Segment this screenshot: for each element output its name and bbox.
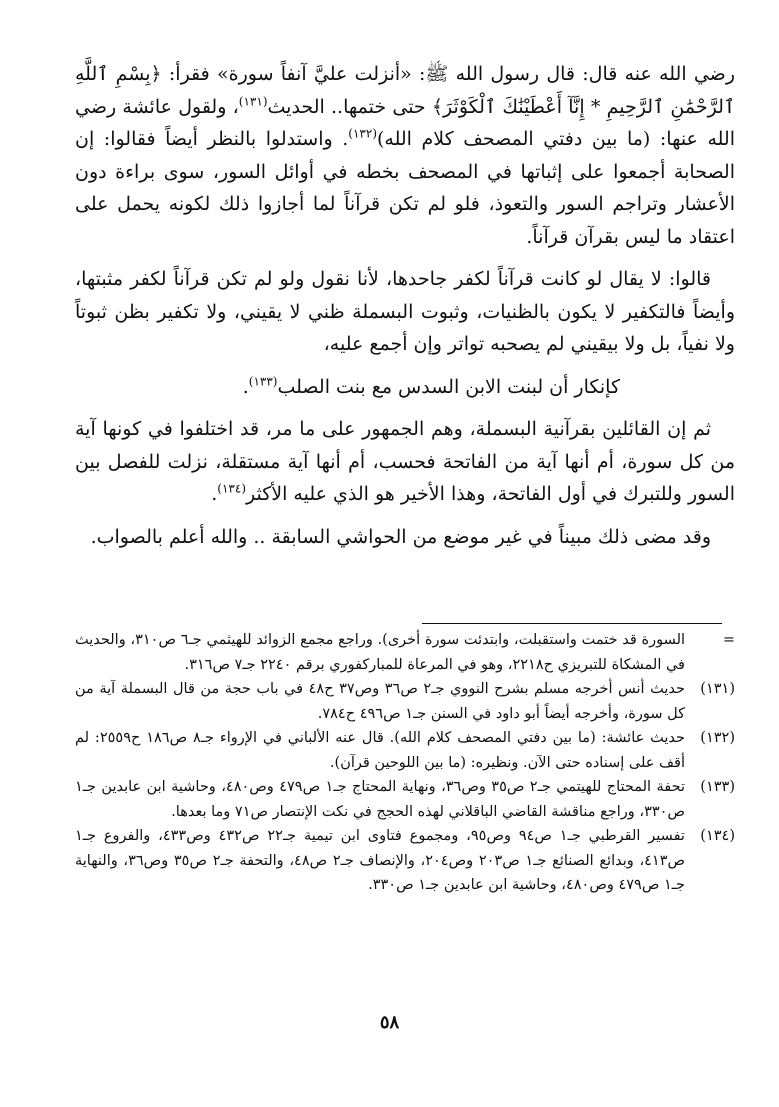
- page-number: ٥٨: [379, 1012, 400, 1033]
- footnote-132-text: حديث عائشة: (ما بين دفتي المصحف كلام الله). قال عنه الألباني في الإرواء جـ٨ ص١٨٦ ح٢٥٥٩: لم أقف على إسناده حتى الآن. ونظيره: (ما بين اللوحين قرآن).: [75, 730, 686, 771]
- paragraph-1: [75, 58, 735, 253]
- footnote-131-number: (١٣١): [700, 681, 735, 697]
- footnote-ref-132: (١٣٢): [348, 126, 377, 141]
- footnotes-section: [75, 628, 735, 898]
- paragraph-1-text-b: ، ولقول عائشة رضي الله عنها: (ما بين دفتي المصحف كلام الله): [75, 95, 735, 150]
- paragraph-2: [75, 263, 735, 361]
- footnote-separator: [422, 623, 722, 624]
- paragraph-4-end: .: [211, 483, 218, 505]
- paragraph-5: [75, 521, 735, 554]
- footnote-continuation-mark: =: [722, 632, 735, 648]
- footnote-continuation-text: السورة قد ختمت واستقبلت، وابتدئت سورة أخرى). وراجع مجمع الزوائد للهيثمي جـ٦ ص٣١٠، والحديث في المشكاة للتبريزي ح٢٢١٨، وهو في المرعاة للمباركفوري برقم ٢٢٤٠ جـ٧ ص٣١٦.: [75, 632, 686, 673]
- footnote-132-number: (١٣٢): [700, 730, 735, 746]
- paragraph-4: [75, 413, 735, 511]
- footnote-133-number: (١٣٣): [700, 779, 735, 795]
- footnote-134: [75, 824, 735, 898]
- paragraph-5-text: وقد مضى ذلك مبيناً في غير موضع من الحواشي السابقة .. والله أعلم بالصواب.: [90, 525, 711, 548]
- paragraph-3-text: كإنكار أن لبنت الابن السدس مع بنت الصلب: [277, 375, 620, 398]
- footnote-133-text: تحفة المحتاج للهيتمي جـ٢ ص٣٥ وص٣٦، ونهاية المحتاج جـ١ ص٤٧٩ وص٤٨٠، وحاشية ابن عابدين جـ١ ص٣٣٠، وراجع مناقشة القاضي الباقلاني لهذه الحجج في نكت الإنتصار ص٧١ وما بعدها.: [75, 779, 685, 820]
- paragraph-4-text: ثم إن القائلين بقرآنية البسملة، وهم الجمهور على ما مر، قد اختلفوا في كونها آية من كل سورة، أم أنها آية من الفاتحة فحسب، أم أنها آية مستقلة، نزلت للفصل بين السور وللتبرك في أول الفاتحة، وهذا الأخير هو الذي عليه الأكثر: [75, 418, 735, 505]
- paragraph-3-end: .: [242, 375, 249, 398]
- footnote-132: [75, 726, 735, 775]
- footnote-131-text: حديث أنس أخرجه مسلم بشرح النووي جـ٢ ص٣٦ وص٣٧ ح٤٨ في باب حجة من قال البسملة آية من كل سورة، وأخرجه أيضاً أبو داود في السنن جـ١ ص٤٩٦ ح٧٨٤.: [75, 681, 685, 722]
- footnote-ref-134: (١٣٤): [217, 481, 247, 496]
- paragraph-2-text: قالوا: لا يقال لو كانت قرآناً لكفر جاحدها، لأنا نقول ولو لم تكن قرآناً لكفر مثبتها، وأيضاً فالتكفير لا يكون بالظنيات، وثبوت البسملة ظني لا يقيني، ولا تكفير بظن ثبوتاً ولا نفياً، بل ولا بيقيني لم يصحبه تواتر وإن أجمع عليه،: [75, 268, 735, 355]
- paragraph-3: [75, 371, 620, 404]
- paragraph-1-text-c: . واستدلوا بالنظر أيضاً فقالوا: إن الصحابة أجمعوا على إثباتها في المصحف بخطه في أوائل السور، سوى براءة دون الأعشار وتراجم السور والتعوذ، فلو لم تكن قرآناً لما أجازوا ذلك لكونه يحمل على اعتقاد ما ليس بقرآن قرآناً.: [75, 128, 735, 248]
- footnote-134-text: تفسير القرطبي جـ١ ص٩٤ وص٩٥، ومجموع فتاوى ابن تيمية جـ٢٢ ص٤٣٢ وص٤٣٣، والفروع جـ١ ص٤١٣، وبدائع الصنائع جـ١ ص٢٠٣ وص٢٠٤، والإنصاف جـ٢ ص٤٨، والتحفة جـ٢ ص٣٥ وص٣٦، والنهاية جـ١ ص٤٧٩ وص٤٨٠، وحاشية ابن عابدين جـ١ ص٣٣٠.: [75, 828, 686, 893]
- footnote-134-number: (١٣٤): [700, 828, 735, 844]
- footnote-133: [75, 775, 735, 824]
- footnote-131: [75, 677, 735, 726]
- footnote-ref-133: (١٣٣): [248, 374, 278, 389]
- footnote-ref-131: (١٣١): [238, 94, 268, 109]
- main-text: [75, 58, 735, 563]
- paragraph-1-text: رضي الله عنه قال: قال رسول الله ﷺ: «أنزلت عليَّ آنفاً سورة» فقرأ: ﴿بِسْمِ ٱللَّهِ ٱلرَّحْمَٰنِ ٱلرَّحِيمِ * إِنَّآ أَعْطَيْنَٰكَ ٱلْكَوْثَرَ﴾ حتى ختمها.. الحديث: [75, 63, 735, 118]
- footnote-continuation: [75, 628, 735, 677]
